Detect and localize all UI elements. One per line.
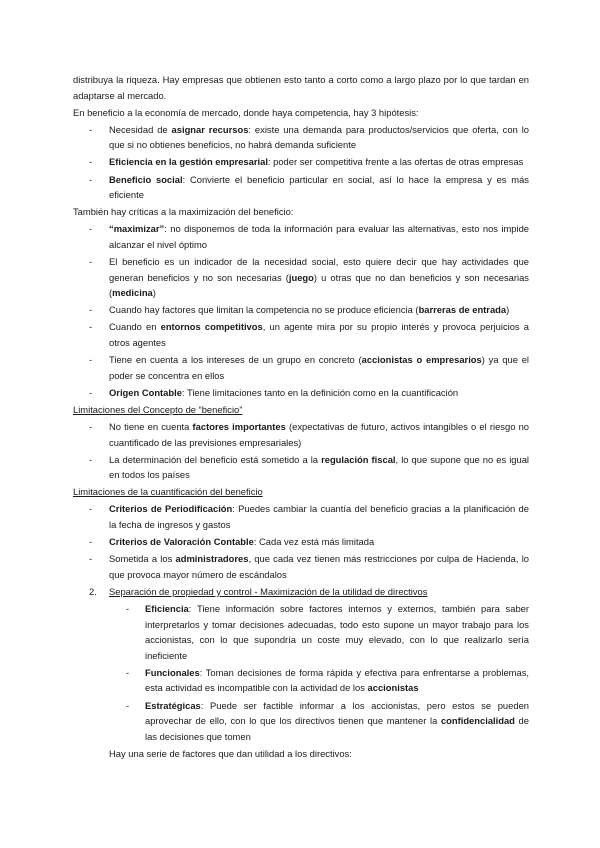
- criticism-heading: También hay críticas a la maximización del beneficio:: [73, 206, 294, 218]
- closing-line: Hay una serie de factores que dan utilidad a los directivos:: [109, 747, 352, 759]
- list-item: - Sometida a los administradores, que cada vez tienen más restricciones por culpa de Hacienda, lo que provoca mayor número de escándalos: [73, 551, 529, 582]
- list-item: - “maximizar”: no disponemos de toda la información para evaluar las alternativas, esto nos impide alcanzar el nivel óptimo: [73, 221, 529, 252]
- quantification-heading: Limitaciones de la cuantificación del beneficio: [73, 486, 263, 498]
- list-item: - Cuando hay factores que limitan la competencia no se produce eficiencia (barreras de entrada): [73, 302, 529, 318]
- list-item: - Cuando en entornos competitivos, un agente mira por su propio interés y provoca perjuicios a otros agentes: [73, 319, 529, 350]
- list-item: - Criterios de Periodificación: Puedes cambiar la cuantía del beneficio gracias a la planificación de la fecha de ingresos y gastos: [73, 501, 529, 532]
- list-item: - La determinación del beneficio está sometido a la regulación fiscal, lo que supone que no es igual en todos los países: [73, 452, 529, 483]
- intro-paragraph: distribuya la riqueza. Hay empresas que obtienen esto tanto a corto como a largo plazo por lo que tardan en adaptarse al mercado.: [73, 74, 529, 101]
- section-2-heading: [73, 584, 529, 600]
- hypotheses-list: [73, 122, 529, 203]
- criticism-list: [73, 221, 529, 400]
- document-page: [73, 72, 529, 763]
- list-item: - Eficiencia: Tiene información sobre factores internos y externos, también para saber interpretarlos y tomar decisiones adecuadas, todo esto supone un mayor trabajo para los accionistas, con lo que supondría un coste muy elevado, con lo que realizarlo sería ineficiente: [73, 601, 529, 663]
- list-item: - El beneficio es un indicador de la necesidad social, esto quiere decir que hay actividades que generan beneficios y no son necesarias (juego) u otras que no dan beneficios y son necesarias (medicina): [73, 254, 529, 301]
- hypotheses-intro: En beneficio a la economía de mercado, donde haya competencia, hay 3 hipótesis:: [73, 106, 419, 118]
- list-item: - Eficiencia en la gestión empresarial: poder ser competitiva frente a las ofertas de otras empresas: [73, 154, 529, 170]
- concept-list: [73, 419, 529, 483]
- section-2-list: [73, 601, 529, 744]
- list-item: - Origen Contable: Tiene limitaciones tanto en la definición como en la cuantificación: [73, 385, 529, 401]
- concept-heading: Limitaciones del Concepto de “beneficio”: [73, 403, 243, 415]
- section-title: Separación de propiedad y control - Maximización de la utilidad de directivos: [109, 585, 428, 597]
- list-item: - Beneficio social: Convierte el beneficio particular en social, así lo hace la empresa y es más eficiente: [73, 172, 529, 203]
- list-item: - Tiene en cuenta a los intereses de un grupo en concreto (accionistas o empresarios) ya que el poder se concentra en ellos: [73, 352, 529, 383]
- section-number: 2.: [89, 585, 97, 597]
- list-item: - Necesidad de asignar recursos: existe una demanda para productos/servicios que oferta, con lo que si no obtienes beneficios, no habrá demanda suficiente: [73, 122, 529, 153]
- quantification-list: [73, 501, 529, 582]
- list-item: - Funcionales: Toman decisiones de forma rápida y efectiva para enfrentarse a problemas, esta actividad es incompatible con la actividad de los accionistas: [73, 665, 529, 696]
- list-item: - Estratégicas: Puede ser factible informar a los accionistas, pero estos se pueden aprovechar de ello, con lo que los directivos tienen que mantener la confidencialidad de las decisiones que tomen: [73, 698, 529, 745]
- list-item: - Criterios de Valoración Contable: Cada vez está más limitada: [73, 534, 529, 550]
- list-item: - No tiene en cuenta factores importantes (expectativas de futuro, activos intangibles o el riesgo no cuantificado de las previsiones empresariales): [73, 419, 529, 450]
